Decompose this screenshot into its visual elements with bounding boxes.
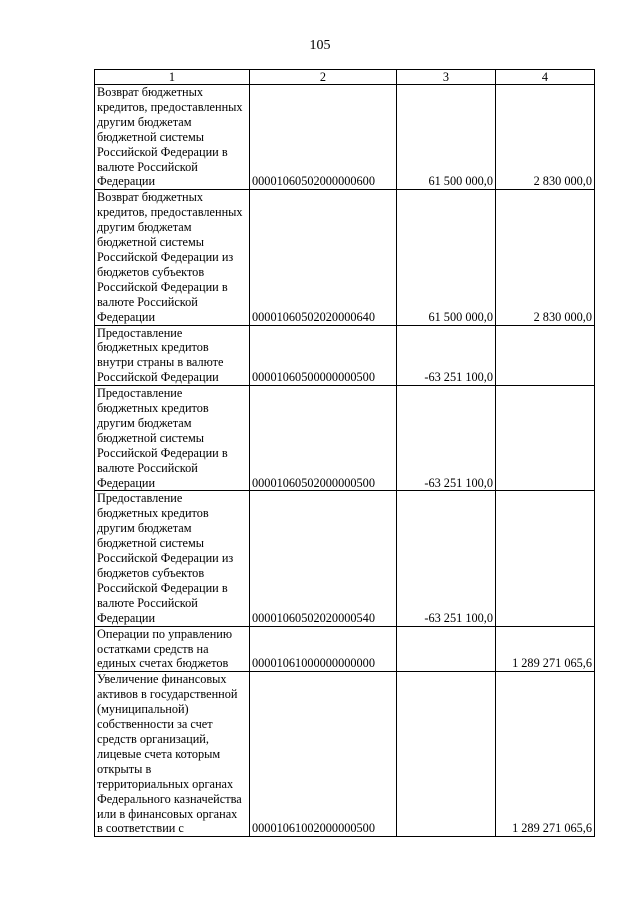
row-amount-col4: 1 289 271 065,6 (496, 672, 595, 837)
row-name: Операции по управлению остатками средств на единых счетах бюджетов (95, 626, 250, 672)
row-amount-col3: 61 500 000,0 (397, 190, 496, 325)
row-amount-col3: -63 251 100,0 (397, 491, 496, 626)
row-amount-col3 (397, 672, 496, 837)
row-code: 00001061002000000500 (250, 672, 397, 837)
row-amount-col4: 1 289 271 065,6 (496, 626, 595, 672)
page-number: 105 (309, 38, 331, 53)
table-row (95, 672, 595, 837)
row-amount-col4 (496, 325, 595, 386)
budget-table (94, 69, 595, 837)
row-name: Возврат бюджетных кредитов, предоставленных другим бюджетам бюджетной системы Российской Федерации из бюджетов субъектов Российской Федерации в валюте Российской Федерации (95, 190, 250, 325)
table-row (95, 325, 595, 386)
row-code: 00001061000000000000 (250, 626, 397, 672)
table-row (95, 190, 595, 325)
row-amount-col3: -63 251 100,0 (397, 386, 496, 491)
row-amount-col3 (397, 626, 496, 672)
row-amount-col4 (496, 491, 595, 626)
column-header: 1 (95, 70, 250, 85)
table-row (95, 85, 595, 190)
column-header: 3 (397, 70, 496, 85)
row-name: Предоставление бюджетных кредитов другим бюджетам бюджетной системы Российской Федерации из бюджетов субъектов Российской Федерации в валюте Российской Федерации (95, 491, 250, 626)
row-amount-col4: 2 830 000,0 (496, 85, 595, 190)
row-amount-col3: -63 251 100,0 (397, 325, 496, 386)
row-amount-col4: 2 830 000,0 (496, 190, 595, 325)
row-amount-col4 (496, 386, 595, 491)
table-row (95, 626, 595, 672)
row-name: Возврат бюджетных кредитов, предоставленных другим бюджетам бюджетной системы Российской Федерации в валюте Российской Федерации (95, 85, 250, 190)
row-name: Увеличение финансовых активов в государственной (муниципальной) собственности за счет средств организаций, лицевые счета которым открыты в территориальных органах Федерального казначейства или в финансовых органах в соответствии с (95, 672, 250, 837)
row-amount-col3: 61 500 000,0 (397, 85, 496, 190)
table-row (95, 491, 595, 626)
column-header: 4 (496, 70, 595, 85)
column-header: 2 (250, 70, 397, 85)
row-code: 00001060500000000500 (250, 325, 397, 386)
table-row (95, 386, 595, 491)
row-code: 00001060502020000540 (250, 491, 397, 626)
row-code: 00001060502020000640 (250, 190, 397, 325)
row-code: 00001060502000000500 (250, 386, 397, 491)
row-name: Предоставление бюджетных кредитов внутри страны в валюте Российской Федерации (95, 325, 250, 386)
row-name: Предоставление бюджетных кредитов другим бюджетам бюджетной системы Российской Федерации в валюте Российской Федерации (95, 386, 250, 491)
row-code: 00001060502000000600 (250, 85, 397, 190)
table-header-row (95, 70, 595, 85)
